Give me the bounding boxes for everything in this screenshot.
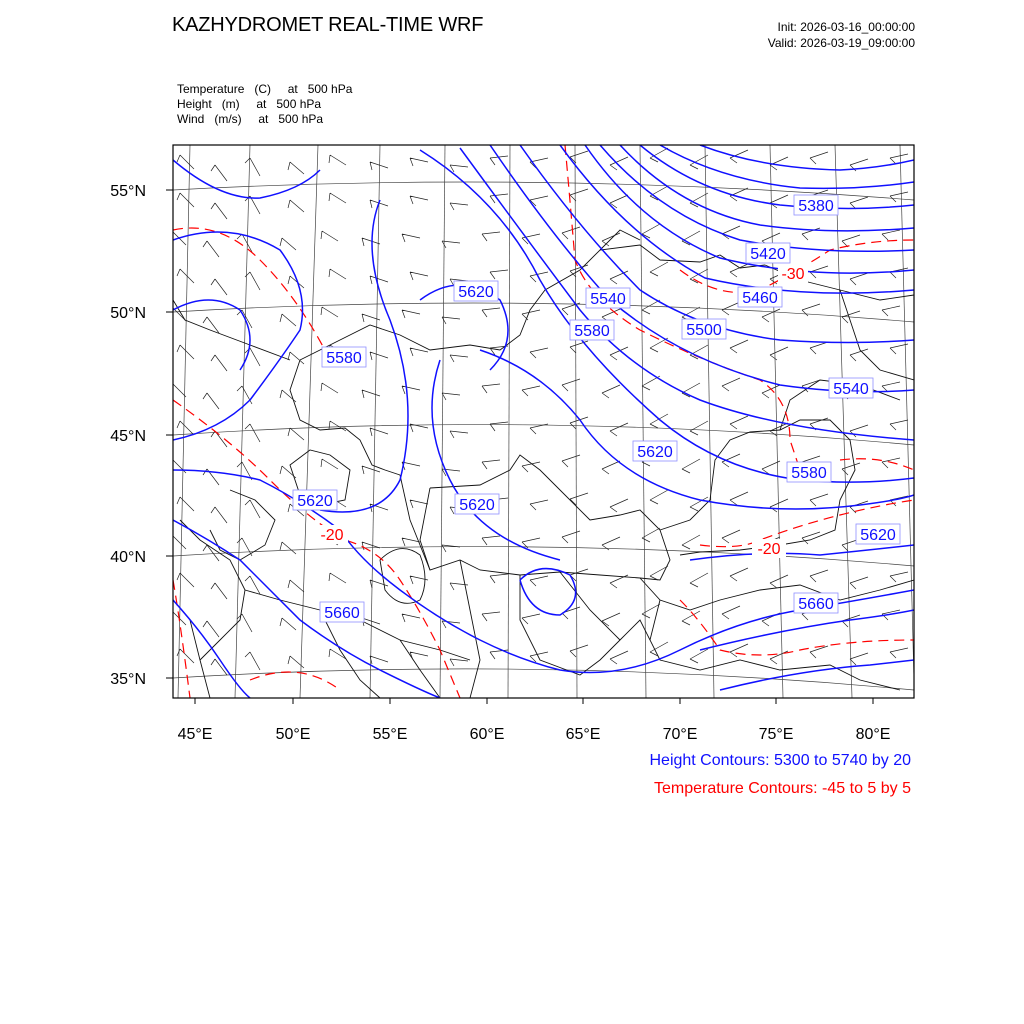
height-label	[570, 320, 614, 340]
temperature-label	[316, 525, 348, 544]
lat-label-35: 35°N	[110, 671, 146, 688]
temperature-legend: Temperature Contours: -45 to 5 by 5	[653, 780, 911, 797]
svg-text:5420: 5420	[750, 246, 786, 263]
height-label	[633, 441, 677, 461]
svg-text:5580: 5580	[326, 350, 362, 367]
lon-label-45: 45°E	[177, 726, 213, 743]
lat-label-55: 55°N	[110, 183, 146, 200]
lon-label-50: 50°E	[275, 726, 311, 743]
lon-label-80: 80°E	[855, 726, 891, 743]
svg-text:5620: 5620	[459, 497, 495, 514]
lon-label-65: 65°E	[565, 726, 601, 743]
svg-text:5540: 5540	[590, 291, 626, 308]
lat-label-50: 50°N	[110, 305, 146, 322]
lat-label-45: 45°N	[110, 428, 146, 445]
init-time: Init: 2026-03-16_00:00:00	[777, 20, 915, 34]
temperature-label	[752, 539, 786, 558]
svg-text:5620: 5620	[458, 284, 494, 301]
height-label	[586, 288, 630, 308]
height-label	[746, 243, 790, 263]
height-label	[322, 347, 366, 367]
field-height: Height (m) at 500 hPa	[177, 97, 322, 111]
lat-label-40: 40°N	[110, 549, 146, 566]
svg-text:-20: -20	[757, 541, 781, 558]
height-label	[454, 281, 498, 301]
height-label	[320, 602, 364, 622]
temperature-label	[778, 264, 808, 283]
field-wind: Wind (m/s) at 500 hPa	[177, 112, 324, 126]
lon-label-70: 70°E	[662, 726, 698, 743]
svg-text:5620: 5620	[637, 444, 673, 461]
svg-text:5540: 5540	[833, 381, 869, 398]
height-label	[738, 287, 782, 307]
height-label	[794, 593, 838, 613]
svg-text:5460: 5460	[742, 290, 778, 307]
svg-text:-30: -30	[781, 266, 805, 283]
height-label	[794, 195, 838, 215]
svg-text:5380: 5380	[798, 198, 834, 215]
svg-text:5580: 5580	[791, 465, 827, 482]
lon-label-75: 75°E	[758, 726, 794, 743]
svg-text:5660: 5660	[324, 605, 360, 622]
svg-text:-20: -20	[320, 527, 344, 544]
field-temperature: Temperature (C) at 500 hPa	[177, 82, 353, 96]
height-label	[787, 462, 831, 482]
map-title: KAZHYDROMET REAL-TIME WRF	[172, 14, 484, 36]
height-label	[293, 490, 337, 510]
height-label	[829, 378, 873, 398]
height-label	[856, 524, 900, 544]
height-label	[455, 494, 499, 514]
svg-text:5620: 5620	[860, 527, 896, 544]
lon-label-55: 55°E	[372, 726, 408, 743]
svg-text:5620: 5620	[297, 493, 333, 510]
svg-text:5660: 5660	[798, 596, 834, 613]
height-legend: Height Contours: 5300 to 5740 by 20	[649, 752, 911, 769]
valid-time: Valid: 2026-03-19_09:00:00	[767, 36, 915, 50]
map-plot-area	[169, 145, 914, 698]
height-label	[682, 319, 726, 339]
svg-text:5580: 5580	[574, 323, 610, 340]
svg-text:5500: 5500	[686, 322, 722, 339]
lon-label-60: 60°E	[469, 726, 505, 743]
